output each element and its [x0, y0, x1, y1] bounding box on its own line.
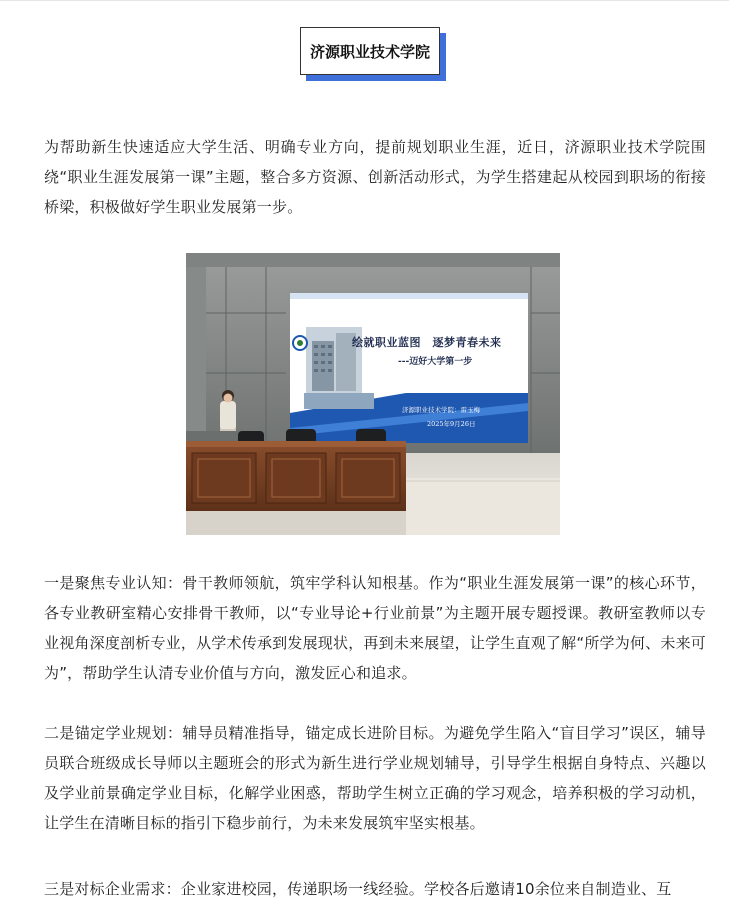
page-title: 济源职业技术学院 — [300, 27, 440, 75]
paragraph-enterprise-needs: 三是对标企业需求：企业家进校园，传递职场一线经验。学校各后邀请10余位来自制造业、互 — [44, 880, 672, 898]
top-divider — [0, 0, 729, 1]
paragraph-academic-planning: 二是锚定学业规划：辅导员精准指导，锚定成长进阶目标。为避免学生陷入“盲目学习”误区，辅导员联合班级成长导师以主题班会的形式为新生进行学业规划辅导，引导学生根据自身特点、兴趣以及学业前景确定学业目标，化解学业困惑，帮助学生树立正确的学习观念，培养积极的学习动机，让学生在清晰目标的指引下稳步前行，为未来发展筑牢坚实根基。 — [44, 724, 706, 832]
lecture-photo-graphic — [186, 253, 560, 535]
slide-subtitle: ---迈好大学第一步 — [398, 357, 473, 367]
slide-presenter: 济源职业技术学院：雷玉梅 — [402, 406, 480, 414]
title-banner — [300, 27, 446, 81]
lecture-photo — [186, 253, 560, 535]
slide-date: 2025年9月26日 — [427, 420, 476, 428]
intro-paragraph: 为帮助新生快速适应大学生活、明确专业方向，提前规划职业生涯，近日，济源职业技术学院围绕“职业生涯发展第一课”主题，整合多方资源、创新活动形式，为学生搭建起从校园到职场的衔接桥梁，积极做好学生职业发展第一步。 — [44, 138, 706, 216]
paragraph-professional-awareness: 一是聚焦专业认知：骨干教师领航，筑牢学科认知根基。作为“职业生涯发展第一课”的核心环节，各专业教研室精心安排骨干教师，以“专业导论+行业前景”为主题开展专题授课。教研室教师以专业视角深度剖析专业，从学术传承到发展现状，再到未来展望，让学生直观了解“所学为何、未来可为”，帮助学生认清专业价值与方向，激发匠心和追求。 — [44, 574, 706, 682]
slide-title: 绘就职业蓝图 逐梦青春未来 — [352, 336, 502, 349]
